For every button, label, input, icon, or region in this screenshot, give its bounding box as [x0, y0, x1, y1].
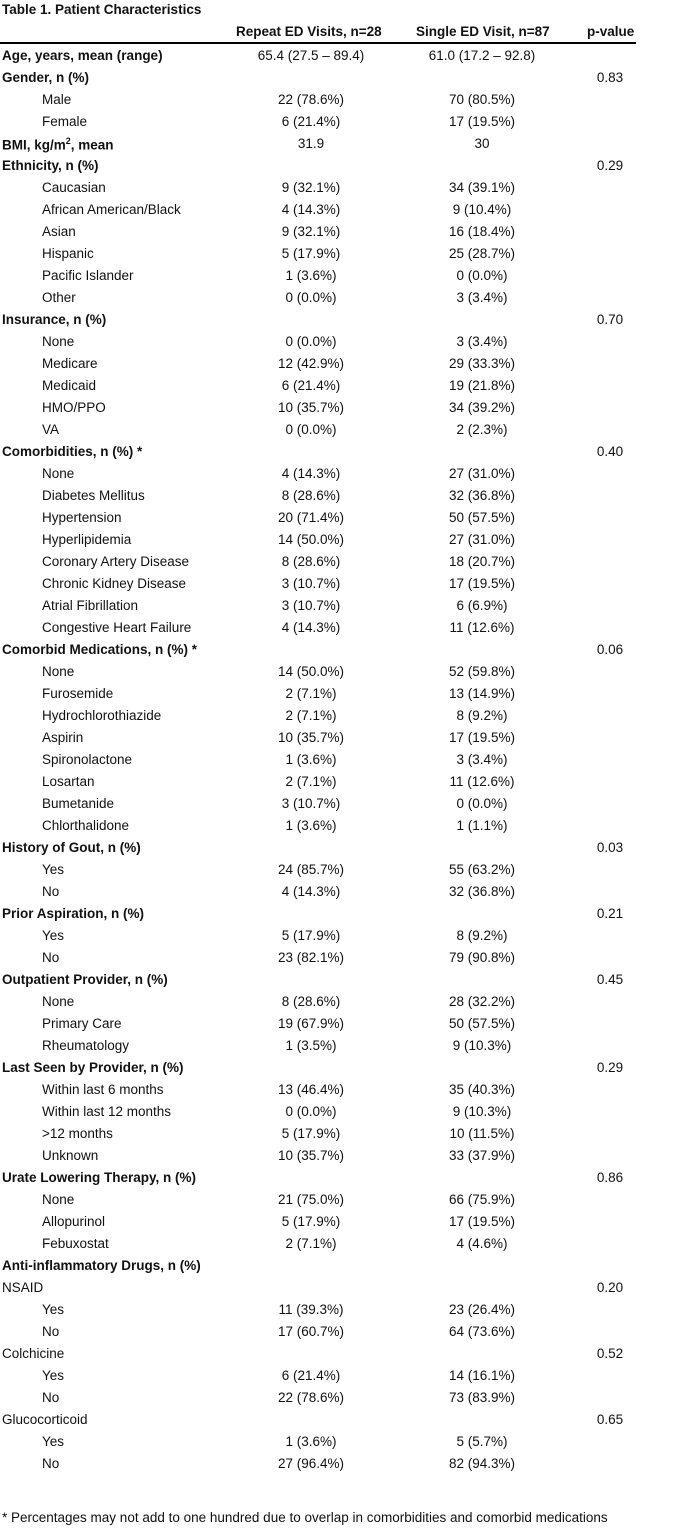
repeat-ed-value: 5 (17.9%) [281, 1214, 341, 1229]
row-label: Hyperlipidemia [42, 532, 132, 547]
single-ed-value: 0 (0.0%) [456, 268, 508, 283]
row-label: Hypertension [42, 510, 122, 525]
row-label: Within last 12 months [42, 1104, 172, 1119]
repeat-ed-value: 1 (3.6%) [285, 1434, 337, 1449]
row-label: Glucocorticoid [2, 1412, 88, 1427]
table-row [0, 596, 678, 618]
repeat-ed-value: 3 (10.7%) [281, 796, 341, 811]
row-label: Medicare [42, 356, 98, 371]
single-ed-value: 30 [474, 136, 490, 151]
single-ed-value: 16 (18.4%) [448, 224, 516, 239]
single-ed-value: 14 (16.1%) [448, 1368, 516, 1383]
table-row [0, 662, 678, 684]
table-row [0, 1454, 678, 1476]
column-header-single-ed: Single ED Visit, n=87 [416, 24, 550, 39]
table-row [0, 398, 678, 420]
repeat-ed-value: 6 (21.4%) [281, 1368, 341, 1383]
table-row [0, 1190, 678, 1212]
table-row [0, 816, 678, 838]
table-row [0, 1388, 678, 1410]
single-ed-value: 33 (37.9%) [448, 1148, 516, 1163]
row-label: Ethnicity, n (%) [2, 158, 99, 173]
column-header-p-value: p-value [587, 24, 635, 39]
repeat-ed-value: 5 (17.9%) [281, 928, 341, 943]
single-ed-value: 17 (19.5%) [448, 576, 516, 591]
p-value: 0.03 [596, 840, 624, 855]
table-row [0, 684, 678, 706]
repeat-ed-value: 12 (42.9%) [277, 356, 345, 371]
single-ed-value: 18 (20.7%) [448, 554, 516, 569]
table-row [0, 156, 678, 178]
row-label [2, 136, 114, 153]
single-ed-value: 9 (10.3%) [452, 1038, 512, 1053]
single-ed-value: 52 (59.8%) [448, 664, 516, 679]
p-value: 0.21 [596, 906, 624, 921]
table-row [0, 1300, 678, 1322]
row-label: Aspirin [42, 730, 84, 745]
row-label: Unknown [42, 1148, 99, 1163]
single-ed-value: 55 (63.2%) [448, 862, 516, 877]
table-row [0, 134, 678, 156]
row-label: None [42, 466, 75, 481]
p-value: 0.40 [596, 444, 624, 459]
row-label: Yes [42, 862, 65, 877]
single-ed-value: 50 (57.5%) [448, 510, 516, 525]
repeat-ed-value: 4 (14.3%) [281, 620, 341, 635]
row-label: Atrial Fibrillation [42, 598, 139, 613]
table-row [0, 200, 678, 222]
single-ed-value: 32 (36.8%) [448, 884, 516, 899]
table-body [0, 46, 678, 1476]
table-row [0, 244, 678, 266]
table-row [0, 618, 678, 640]
single-ed-value: 61.0 (17.2 – 92.8) [428, 48, 536, 63]
single-ed-value: 34 (39.1%) [448, 180, 516, 195]
table-row [0, 948, 678, 970]
table-row [0, 1234, 678, 1256]
repeat-ed-value: 1 (3.6%) [285, 818, 337, 833]
single-ed-value: 3 (3.4%) [456, 290, 508, 305]
table-row [0, 728, 678, 750]
single-ed-value: 50 (57.5%) [448, 1016, 516, 1031]
p-value: 0.45 [596, 972, 624, 987]
single-ed-value: 73 (83.9%) [448, 1390, 516, 1405]
repeat-ed-value: 1 (3.6%) [285, 268, 337, 283]
header-rule [0, 42, 636, 44]
table-row [0, 992, 678, 1014]
repeat-ed-value: 21 (75.0%) [277, 1192, 345, 1207]
table-row [0, 508, 678, 530]
single-ed-value: 29 (33.3%) [448, 356, 516, 371]
row-label: Chlorthalidone [42, 818, 130, 833]
table-footnote: * Percentages may not add to one hundred due to overlap in comorbidities and comorbid medications [2, 1510, 608, 1525]
row-label: Urate Lowering Therapy, n (%) [2, 1170, 197, 1185]
table-row [0, 1124, 678, 1146]
row-label: Hispanic [42, 246, 94, 261]
repeat-ed-value: 8 (28.6%) [281, 994, 341, 1009]
single-ed-value: 64 (73.6%) [448, 1324, 516, 1339]
table-row [0, 442, 678, 464]
repeat-ed-value: 9 (32.1%) [281, 180, 341, 195]
table-row [0, 926, 678, 948]
table-row [0, 574, 678, 596]
single-ed-value: 27 (31.0%) [448, 466, 516, 481]
table-row [0, 376, 678, 398]
single-ed-value: 82 (94.3%) [448, 1456, 516, 1471]
row-label: Hydrochlorothiazide [42, 708, 162, 723]
single-ed-value: 11 (12.6%) [449, 620, 515, 635]
row-label: Anti-inflammatory Drugs, n (%) [2, 1258, 201, 1273]
repeat-ed-value: 8 (28.6%) [281, 554, 341, 569]
single-ed-value: 27 (31.0%) [448, 532, 516, 547]
table-row [0, 1036, 678, 1058]
table-row [0, 310, 678, 332]
repeat-ed-value: 65.4 (27.5 – 89.4) [257, 48, 365, 63]
repeat-ed-value: 4 (14.3%) [281, 466, 341, 481]
single-ed-value: 13 (14.9%) [448, 686, 516, 701]
repeat-ed-value: 10 (35.7%) [277, 1148, 345, 1163]
row-label: Female [42, 114, 88, 129]
table-row [0, 1212, 678, 1234]
table-row [0, 1256, 678, 1278]
row-label: Yes [42, 1368, 65, 1383]
table-row [0, 1080, 678, 1102]
row-label: Yes [42, 1302, 65, 1317]
row-label: History of Gout, n (%) [2, 840, 141, 855]
row-label: No [42, 1324, 60, 1339]
single-ed-value: 17 (19.5%) [448, 1214, 516, 1229]
single-ed-value: 0 (0.0%) [456, 796, 508, 811]
repeat-ed-value: 5 (17.9%) [281, 246, 341, 261]
row-label: Male [42, 92, 72, 107]
p-value: 0.65 [596, 1412, 624, 1427]
single-ed-value: 28 (32.2%) [448, 994, 516, 1009]
table-row [0, 882, 678, 904]
single-ed-value: 9 (10.4%) [452, 202, 512, 217]
repeat-ed-value: 4 (14.3%) [281, 202, 341, 217]
row-label: Age, years, mean (range) [2, 48, 163, 63]
table-row [0, 904, 678, 926]
row-label: VA [42, 422, 60, 437]
column-header-repeat-ed: Repeat ED Visits, n=28 [236, 24, 382, 39]
table-row [0, 1058, 678, 1080]
p-value: 0.20 [596, 1280, 624, 1295]
single-ed-value: 2 (2.3%) [456, 422, 508, 437]
row-label: Gender, n (%) [2, 70, 90, 85]
p-value: 0.06 [596, 642, 624, 657]
table-row [0, 794, 678, 816]
single-ed-value: 17 (19.5%) [448, 730, 516, 745]
repeat-ed-value: 1 (3.6%) [285, 752, 337, 767]
table-row [0, 1322, 678, 1344]
table-row [0, 1344, 678, 1366]
row-label-suffix: , mean [70, 137, 114, 153]
repeat-ed-value: 3 (10.7%) [281, 576, 341, 591]
row-label: None [42, 334, 75, 349]
table-row [0, 46, 678, 68]
single-ed-value: 8 (9.2%) [456, 928, 508, 943]
row-label: No [42, 950, 60, 965]
repeat-ed-value: 22 (78.6%) [277, 1390, 345, 1405]
p-value: 0.86 [596, 1170, 624, 1185]
row-label: No [42, 884, 60, 899]
repeat-ed-value: 0 (0.0%) [285, 290, 337, 305]
repeat-ed-value: 9 (32.1%) [281, 224, 341, 239]
repeat-ed-value: 2 (7.1%) [285, 708, 337, 723]
row-label: None [42, 994, 75, 1009]
p-value: 0.29 [596, 158, 624, 173]
table-row [0, 838, 678, 860]
repeat-ed-value: 6 (21.4%) [281, 378, 341, 393]
table-row [0, 640, 678, 662]
table-row [0, 486, 678, 508]
row-label: Other [42, 290, 76, 305]
row-label: Outpatient Provider, n (%) [2, 972, 168, 987]
table-row [0, 1278, 678, 1300]
table-row [0, 90, 678, 112]
row-label: None [42, 664, 75, 679]
repeat-ed-value: 0 (0.0%) [285, 422, 337, 437]
repeat-ed-value: 3 (10.7%) [281, 598, 341, 613]
single-ed-value: 5 (5.7%) [456, 1434, 508, 1449]
repeat-ed-value: 4 (14.3%) [281, 884, 341, 899]
table-row [0, 288, 678, 310]
row-label: Rheumatology [42, 1038, 130, 1053]
single-ed-value: 25 (28.7%) [448, 246, 516, 261]
row-label: HMO/PPO [42, 400, 106, 415]
repeat-ed-value: 27 (96.4%) [277, 1456, 345, 1471]
repeat-ed-value: 6 (21.4%) [281, 114, 341, 129]
single-ed-value: 34 (39.2%) [448, 400, 516, 415]
repeat-ed-value: 2 (7.1%) [285, 686, 337, 701]
row-label: Congestive Heart Failure [42, 620, 192, 635]
table-row [0, 706, 678, 728]
row-label: Allopurinol [42, 1214, 106, 1229]
repeat-ed-value: 17 (60.7%) [277, 1324, 345, 1339]
table-row [0, 68, 678, 90]
row-label: Chronic Kidney Disease [42, 576, 187, 591]
table-row [0, 970, 678, 992]
repeat-ed-value: 23 (82.1%) [277, 950, 345, 965]
row-label: Coronary Artery Disease [42, 554, 190, 569]
repeat-ed-value: 31.9 [297, 136, 325, 151]
table-row [0, 420, 678, 442]
repeat-ed-value: 13 (46.4%) [277, 1082, 345, 1097]
repeat-ed-value: 10 (35.7%) [277, 400, 345, 415]
repeat-ed-value: 0 (0.0%) [285, 1104, 337, 1119]
row-label: Diabetes Mellitus [42, 488, 145, 503]
single-ed-value: 8 (9.2%) [456, 708, 508, 723]
row-label-superscript: 2 [65, 136, 71, 146]
table-row [0, 1146, 678, 1168]
row-label: Pacific Islander [42, 268, 134, 283]
repeat-ed-value: 1 (3.5%) [285, 1038, 337, 1053]
single-ed-value: 6 (6.9%) [456, 598, 508, 613]
table-row [0, 1432, 678, 1454]
row-label: Yes [42, 928, 65, 943]
single-ed-value: 35 (40.3%) [448, 1082, 516, 1097]
repeat-ed-value: 10 (35.7%) [277, 730, 345, 745]
repeat-ed-value: 24 (85.7%) [277, 862, 345, 877]
table-row [0, 860, 678, 882]
table-row [0, 112, 678, 134]
table-row [0, 552, 678, 574]
row-label: Spironolactone [42, 752, 133, 767]
row-label: Losartan [42, 774, 95, 789]
row-label: Within last 6 months [42, 1082, 164, 1097]
row-label: NSAID [2, 1280, 44, 1295]
p-value: 0.83 [596, 70, 624, 85]
row-label: Yes [42, 1434, 65, 1449]
table-row [0, 464, 678, 486]
p-value: 0.70 [596, 312, 624, 327]
repeat-ed-value: 8 (28.6%) [281, 488, 341, 503]
row-label: Insurance, n (%) [2, 312, 107, 327]
repeat-ed-value: 20 (71.4%) [277, 510, 345, 525]
row-label: Furosemide [42, 686, 114, 701]
repeat-ed-value: 2 (7.1%) [285, 774, 337, 789]
single-ed-value: 3 (3.4%) [456, 752, 508, 767]
row-label: Asian [42, 224, 76, 239]
single-ed-value: 66 (75.9%) [448, 1192, 516, 1207]
p-value: 0.29 [596, 1060, 624, 1075]
repeat-ed-value: 5 (17.9%) [281, 1126, 341, 1141]
row-label: Prior Aspiration, n (%) [2, 906, 145, 921]
table-row [0, 530, 678, 552]
single-ed-value: 70 (80.5%) [448, 92, 516, 107]
table-row [0, 178, 678, 200]
repeat-ed-value: 11 (39.3%) [278, 1302, 344, 1317]
single-ed-value: 9 (10.3%) [452, 1104, 512, 1119]
row-label: African American/Black [42, 202, 181, 217]
repeat-ed-value: 14 (50.0%) [277, 664, 345, 679]
row-label: Bumetanide [42, 796, 115, 811]
row-label: Last Seen by Provider, n (%) [2, 1060, 184, 1075]
table-row [0, 1366, 678, 1388]
row-label: None [42, 1192, 75, 1207]
table-row [0, 1410, 678, 1432]
single-ed-value: 17 (19.5%) [448, 114, 516, 129]
repeat-ed-value: 22 (78.6%) [277, 92, 345, 107]
table-row [0, 332, 678, 354]
repeat-ed-value: 2 (7.1%) [285, 1236, 337, 1251]
table-title: Table 1. Patient Characteristics [2, 2, 202, 17]
table-row [0, 1102, 678, 1124]
repeat-ed-value: 19 (67.9%) [277, 1016, 345, 1031]
repeat-ed-value: 14 (50.0%) [277, 532, 345, 547]
row-label: No [42, 1390, 60, 1405]
repeat-ed-value: 0 (0.0%) [285, 334, 337, 349]
table-row [0, 1168, 678, 1190]
single-ed-value: 11 (12.6%) [449, 774, 515, 789]
single-ed-value: 79 (90.8%) [448, 950, 516, 965]
single-ed-value: 32 (36.8%) [448, 488, 516, 503]
table-row [0, 222, 678, 244]
row-label: Primary Care [42, 1016, 122, 1031]
table-row [0, 354, 678, 376]
table-row [0, 266, 678, 288]
row-label: >12 months [42, 1126, 113, 1141]
row-label: No [42, 1456, 60, 1471]
table-row [0, 1014, 678, 1036]
row-label: Colchicine [2, 1346, 65, 1361]
row-label: Comorbid Medications, n (%) * [2, 642, 198, 657]
table-row [0, 750, 678, 772]
single-ed-value: 23 (26.4%) [448, 1302, 516, 1317]
table-row [0, 772, 678, 794]
row-label-text: BMI, kg/m [2, 137, 66, 153]
single-ed-value: 1 (1.1%) [456, 818, 508, 833]
single-ed-value: 3 (3.4%) [456, 334, 508, 349]
single-ed-value: 4 (4.6%) [456, 1236, 508, 1251]
p-value: 0.52 [596, 1346, 624, 1361]
row-label: Febuxostat [42, 1236, 109, 1251]
single-ed-value: 10 (11.5%) [449, 1126, 515, 1141]
single-ed-value: 19 (21.8%) [448, 378, 516, 393]
row-label: Caucasian [42, 180, 106, 195]
row-label: Medicaid [42, 378, 97, 393]
row-label: Comorbidities, n (%) * [2, 444, 143, 459]
